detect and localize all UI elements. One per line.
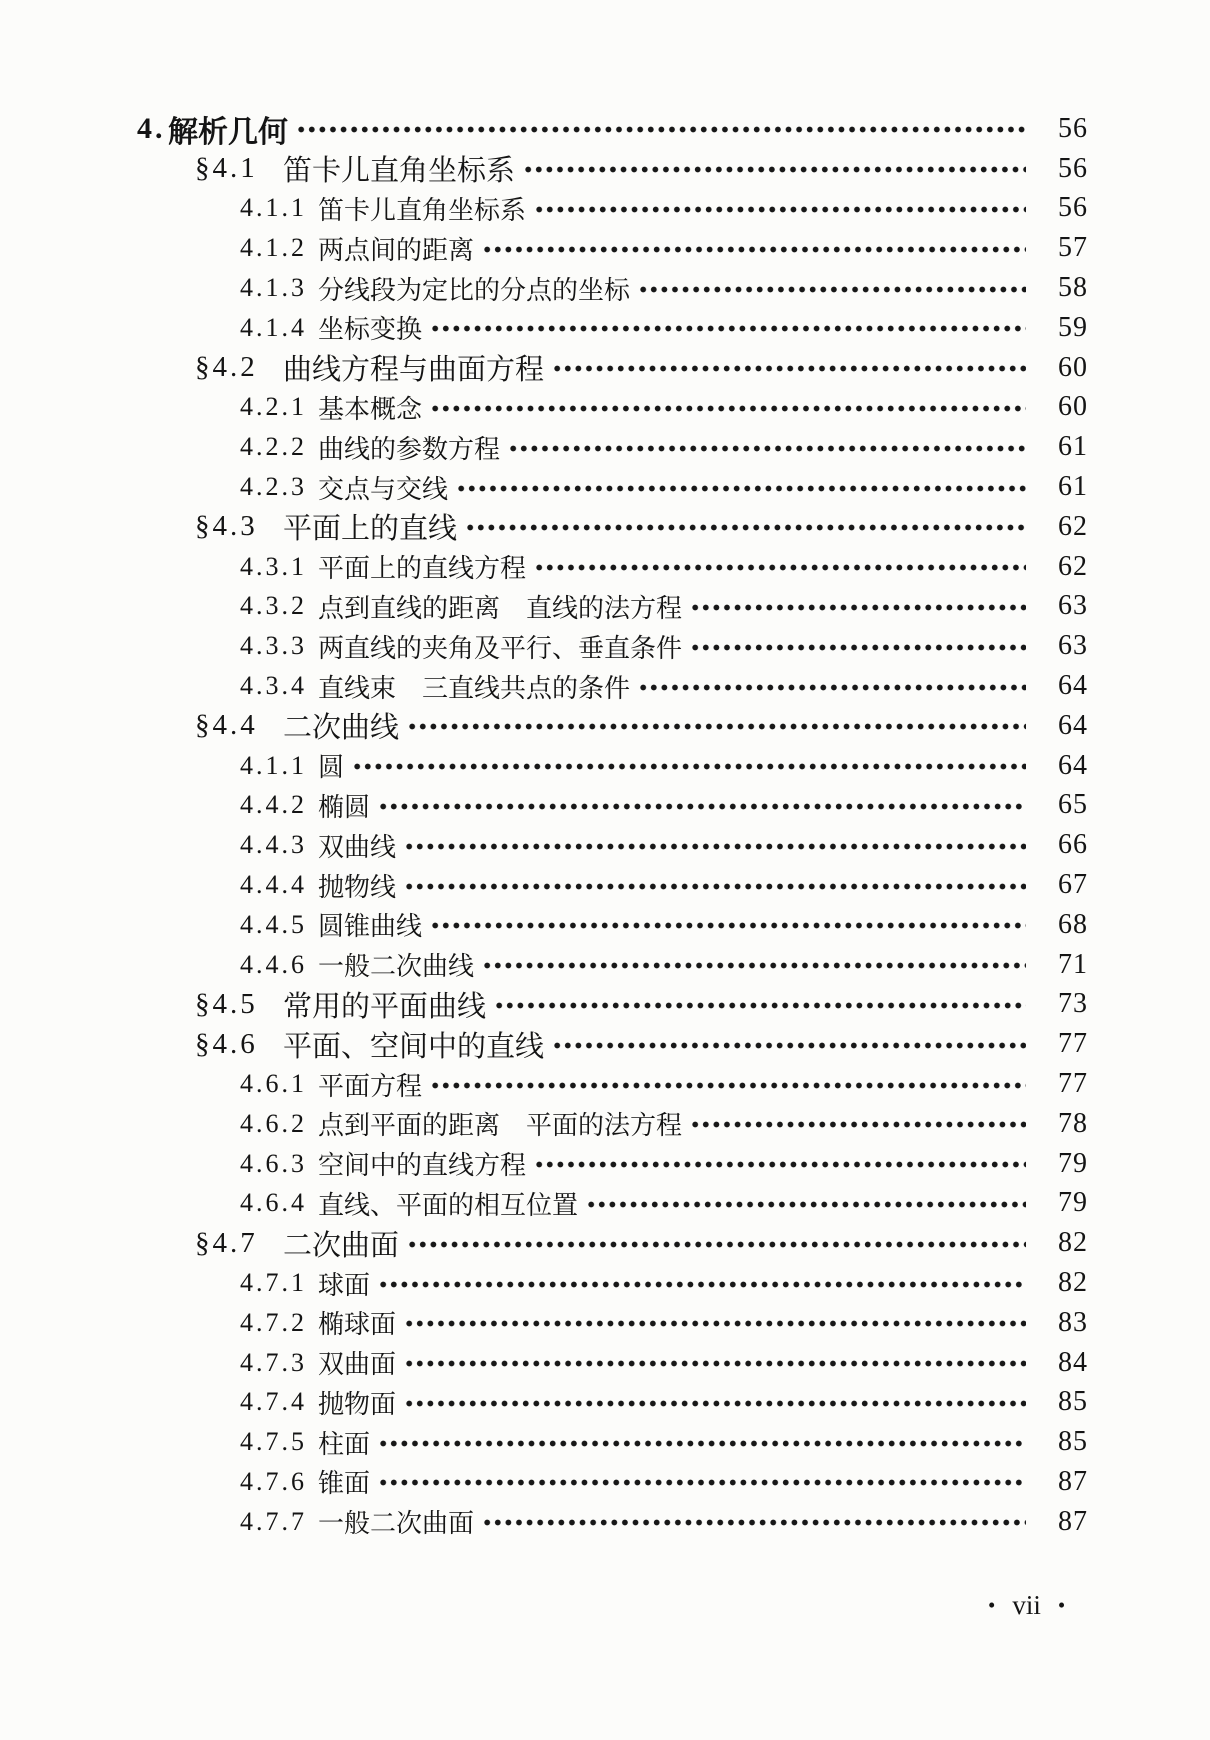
toc-entry — [137, 228, 1088, 268]
entry-title: 两直线的夹角及平行、垂直条件 — [318, 633, 683, 663]
entry-title: 柱面 — [318, 1429, 371, 1459]
entry-page: 85 — [1058, 1426, 1088, 1458]
toc-entry — [137, 1064, 1088, 1104]
entry-page: 68 — [1058, 908, 1088, 940]
dot-leader — [380, 1440, 1026, 1447]
entry-number: 4.4.5 — [240, 909, 307, 939]
entry-number: 4.7.4 — [240, 1387, 307, 1417]
dot-leader — [536, 206, 1026, 213]
entry-title: 曲线方程与曲面方程 — [283, 354, 545, 387]
entry-page: 79 — [1058, 1187, 1088, 1219]
entry-page: 87 — [1058, 1465, 1088, 1497]
dot-leader — [432, 325, 1026, 332]
entry-number: 4.1.1 — [240, 750, 307, 780]
entry-page: 79 — [1058, 1147, 1088, 1179]
entry-page: 63 — [1058, 590, 1088, 622]
entry-page: 64 — [1058, 670, 1088, 702]
entry-title: 圆锥曲线 — [318, 912, 423, 942]
entry-title: 笛卡儿直角坐标系 — [283, 155, 516, 188]
entry-page: 87 — [1058, 1505, 1088, 1537]
entry-number: §4.6 — [195, 1027, 258, 1060]
entry-title: 常用的平面曲线 — [283, 990, 487, 1023]
dot-leader — [406, 883, 1026, 890]
entry-title: 点到平面的距离 平面的法方程 — [318, 1111, 683, 1141]
toc-entry — [137, 905, 1088, 945]
entry-title: 笛卡儿直角坐标系 — [318, 195, 527, 225]
entry-page: 56 — [1058, 112, 1088, 144]
toc-entry — [137, 1303, 1088, 1343]
entry-title: 二次曲面 — [283, 1229, 400, 1262]
dot-leader — [354, 763, 1026, 770]
entry-title: 直线、平面的相互位置 — [318, 1190, 579, 1220]
entry-title: 一般二次曲面 — [318, 1509, 475, 1539]
dot-leader — [458, 485, 1026, 492]
toc-entry — [137, 1223, 1088, 1263]
dot-leader — [484, 246, 1026, 253]
entry-page: 57 — [1058, 232, 1088, 264]
toc-entry — [137, 825, 1088, 865]
dot-leader — [536, 1161, 1026, 1168]
entry-page: 82 — [1058, 1227, 1088, 1259]
toc-entry — [137, 268, 1088, 308]
toc-entry — [137, 1462, 1088, 1502]
dot-leader — [692, 604, 1026, 611]
entry-number: 4.6.4 — [240, 1188, 307, 1218]
entry-page: 61 — [1058, 431, 1088, 463]
table-of-contents — [137, 109, 1088, 1542]
dot-leader — [467, 524, 1026, 531]
entry-title: 抛物面 — [318, 1389, 397, 1419]
entry-page: 78 — [1058, 1107, 1088, 1139]
entry-title: 抛物线 — [318, 872, 397, 902]
entry-page: 77 — [1058, 1068, 1088, 1100]
dot-leader — [510, 445, 1026, 452]
dot-leader — [409, 1241, 1026, 1248]
toc-entry — [137, 1024, 1088, 1064]
entry-number: 4.6.1 — [240, 1069, 307, 1099]
entry-title: 直线束 三直线共点的条件 — [318, 673, 631, 703]
entry-number: §4.4 — [195, 709, 258, 742]
dot-leader — [484, 962, 1026, 969]
dot-leader — [406, 1400, 1026, 1407]
dot-leader — [525, 166, 1026, 173]
entry-page: 83 — [1058, 1306, 1088, 1338]
footer-bullet-right-icon: • — [1057, 1593, 1066, 1617]
entry-title: 锥面 — [318, 1469, 371, 1499]
entry-page: 71 — [1058, 948, 1088, 980]
toc-entry — [137, 348, 1088, 388]
entry-title: 平面上的直线 — [283, 513, 458, 546]
entry-page: 85 — [1058, 1386, 1088, 1418]
entry-title: 分线段为定比的分点的坐标 — [318, 275, 631, 305]
entry-number: 4.3.2 — [240, 591, 307, 621]
toc-entry — [137, 587, 1088, 627]
toc-entry — [137, 1383, 1088, 1423]
entry-page: 56 — [1058, 152, 1088, 184]
entry-title: 双曲线 — [318, 832, 397, 862]
entry-number: 4.2.1 — [240, 392, 307, 422]
entry-title: 椭圆 — [318, 792, 371, 822]
dot-leader — [588, 1201, 1026, 1208]
dot-leader — [406, 1360, 1026, 1367]
entry-number: 4.7.3 — [240, 1347, 307, 1377]
toc-entry — [137, 1502, 1088, 1542]
entry-number: 4.1.3 — [240, 273, 307, 303]
entry-page: 58 — [1058, 272, 1088, 304]
dot-leader — [640, 684, 1026, 691]
page-footer — [988, 1590, 1065, 1621]
dot-leader — [380, 1281, 1026, 1288]
entry-number: 4.7.1 — [240, 1268, 307, 1297]
entry-title: 圆 — [318, 753, 345, 783]
entry-page: 64 — [1058, 709, 1088, 741]
entry-page: 65 — [1058, 789, 1088, 821]
entry-number: §4.7 — [195, 1226, 258, 1259]
dot-leader — [554, 1042, 1026, 1049]
entry-title: 平面、空间中的直线 — [283, 1030, 545, 1063]
entry-number: 4.4.6 — [240, 949, 307, 979]
entry-title: 坐标变换 — [318, 315, 423, 345]
dot-leader — [432, 1082, 1026, 1089]
entry-page: 62 — [1058, 510, 1088, 542]
entry-page: 84 — [1058, 1346, 1088, 1378]
entry-page: 64 — [1058, 749, 1088, 781]
toc-entry — [137, 308, 1088, 348]
entry-page: 67 — [1058, 869, 1088, 901]
toc-entry — [137, 626, 1088, 666]
toc-entry — [137, 189, 1088, 229]
toc-entry — [137, 388, 1088, 428]
entry-page: 61 — [1058, 471, 1088, 503]
entry-page: 56 — [1058, 192, 1088, 224]
entry-number: 4.3.4 — [240, 671, 307, 701]
entry-number: §4.1 — [195, 152, 258, 185]
entry-number: 4.2.3 — [240, 472, 307, 502]
toc-entry — [137, 945, 1088, 985]
entry-page: 66 — [1058, 829, 1088, 861]
entry-title: 解析几何 — [168, 115, 288, 149]
toc-entry — [137, 149, 1088, 189]
toc-entry — [137, 1343, 1088, 1383]
toc-entry — [137, 1104, 1088, 1144]
toc-entry — [137, 109, 1088, 149]
dot-leader — [484, 1519, 1026, 1526]
entry-number: 4.2.2 — [240, 432, 307, 462]
dot-leader — [692, 1121, 1026, 1128]
entry-page: 82 — [1058, 1267, 1088, 1298]
toc-entry — [137, 1263, 1088, 1303]
toc-entry — [137, 865, 1088, 905]
dot-leader — [554, 365, 1026, 372]
entry-number: 4.3.1 — [240, 551, 307, 581]
toc-entry — [137, 1422, 1088, 1462]
toc-entry — [137, 1144, 1088, 1184]
entry-title: 两点间的距离 — [318, 235, 475, 265]
entry-title: 双曲面 — [318, 1350, 397, 1380]
toc-entry — [137, 706, 1088, 746]
entry-number: 4.6.2 — [240, 1108, 307, 1138]
entry-number: §4.3 — [195, 510, 258, 543]
entry-title: 二次曲线 — [283, 712, 400, 745]
entry-number: 4.7.7 — [240, 1506, 307, 1536]
entry-number: §4.2 — [195, 351, 258, 384]
dot-leader — [496, 1002, 1026, 1009]
entry-number: 4.6.3 — [240, 1148, 307, 1178]
entry-page: 60 — [1058, 391, 1088, 423]
entry-number: 4.4.2 — [240, 790, 307, 820]
dot-leader — [406, 1320, 1026, 1327]
entry-number: 4.4.3 — [240, 830, 307, 860]
entry-number: 4.1.4 — [240, 312, 307, 342]
footer-bullet-left-icon: • — [988, 1593, 996, 1617]
dot-leader — [692, 644, 1026, 651]
entry-title: 一般二次曲线 — [318, 952, 475, 982]
entry-title: 平面上的直线方程 — [318, 554, 527, 584]
entry-title: 曲线的参数方程 — [318, 434, 501, 464]
toc-entry — [137, 985, 1088, 1025]
entry-title: 点到直线的距离 直线的法方程 — [318, 593, 683, 623]
entry-title: 平面方程 — [318, 1071, 423, 1101]
entry-title: 交点与交线 — [318, 474, 449, 504]
entry-number: §4.5 — [195, 987, 258, 1020]
dot-leader — [409, 723, 1026, 730]
entry-page: 63 — [1058, 630, 1088, 662]
entry-title: 球面 — [318, 1270, 371, 1300]
toc-entry — [137, 467, 1088, 507]
entry-number: 4.7.2 — [240, 1307, 307, 1337]
entry-page: 59 — [1058, 311, 1088, 343]
entry-number: 4.4.4 — [240, 870, 307, 900]
entry-number: 4.7.6 — [240, 1466, 307, 1496]
entry-number: 4. — [137, 111, 166, 145]
dot-leader — [432, 405, 1026, 412]
entry-title: 椭球面 — [318, 1310, 397, 1340]
entry-page: 60 — [1058, 351, 1088, 383]
entry-number: 4.1.2 — [240, 233, 307, 263]
dot-leader — [298, 126, 1026, 133]
dot-leader — [640, 286, 1026, 293]
entry-page: 62 — [1058, 550, 1088, 582]
dot-leader — [380, 1479, 1026, 1486]
toc-entry — [137, 666, 1088, 706]
dot-leader — [536, 564, 1026, 571]
dot-leader — [432, 922, 1026, 929]
entry-title: 基本概念 — [318, 394, 423, 424]
entry-number: 4.3.3 — [240, 631, 307, 661]
toc-entry — [137, 547, 1088, 587]
entry-number: 4.7.5 — [240, 1427, 307, 1457]
dot-leader — [406, 843, 1026, 850]
entry-page: 77 — [1058, 1028, 1088, 1060]
footer-page-label: vii — [1012, 1590, 1041, 1620]
toc-entry — [137, 746, 1088, 786]
toc-entry — [137, 507, 1088, 547]
toc-entry — [137, 1184, 1088, 1224]
toc-entry — [137, 786, 1088, 826]
entry-page: 73 — [1058, 988, 1088, 1020]
toc-entry — [137, 427, 1088, 467]
entry-title: 空间中的直线方程 — [318, 1151, 527, 1181]
dot-leader — [380, 803, 1026, 810]
entry-number: 4.1.1 — [240, 193, 307, 223]
